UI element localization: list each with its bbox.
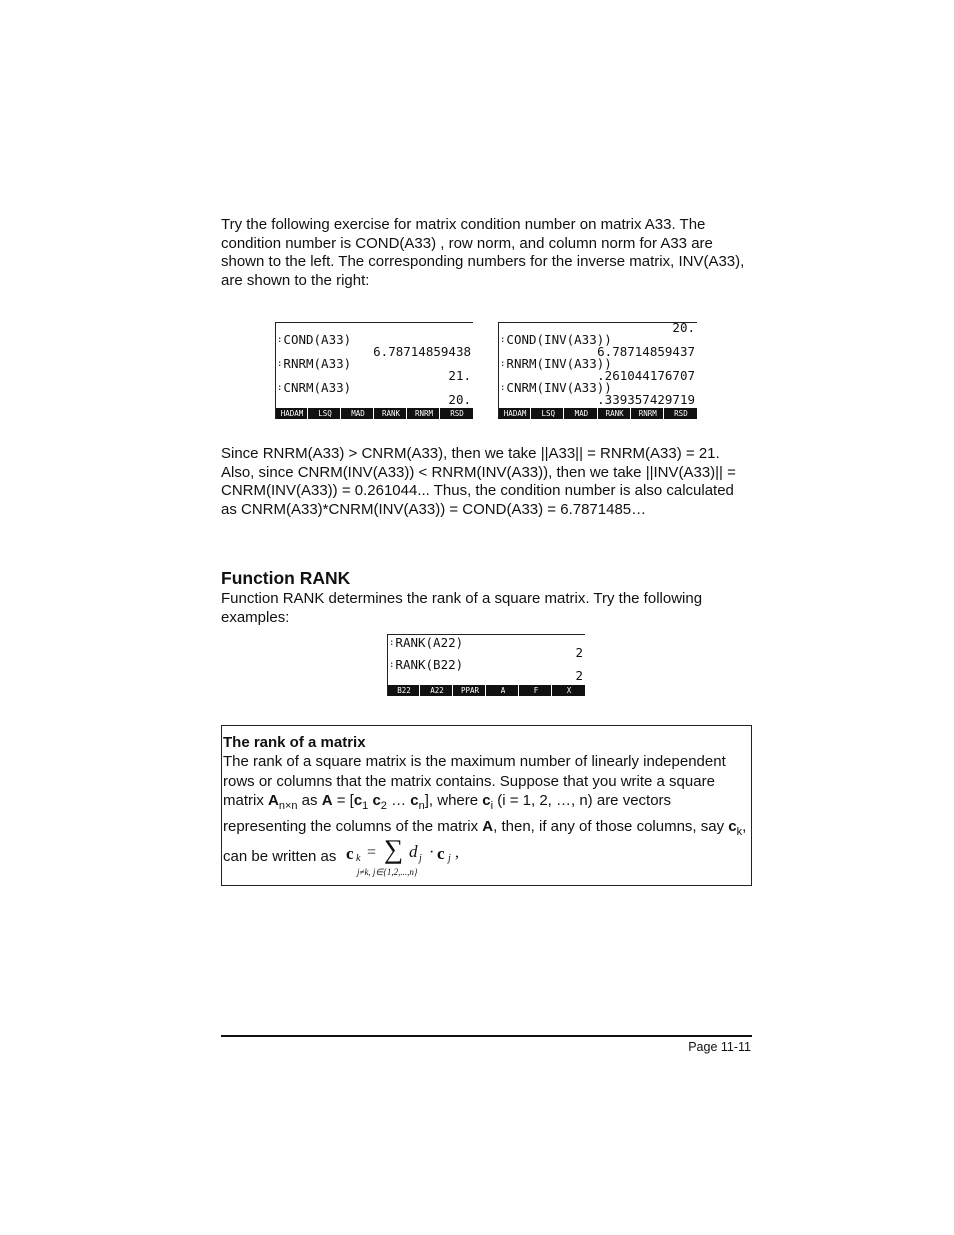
screen-line-text: COND(A33) xyxy=(283,332,352,347)
screen-line-text: CNRM(A33) xyxy=(283,380,352,395)
screen-line-text: COND(INV(A33)) xyxy=(506,332,612,347)
screen-line xyxy=(597,344,695,360)
footer-rule xyxy=(221,1035,752,1037)
softkey[interactable]: RNRM xyxy=(633,408,664,419)
screen-line xyxy=(597,368,695,384)
screen-line-text: 6.78714859438 xyxy=(373,344,471,359)
can-be-written-label: can be written as xyxy=(223,848,337,865)
softkey[interactable]: LSQ xyxy=(533,408,564,419)
softkey[interactable]: RANK xyxy=(376,408,407,419)
rank-intro-paragraph: Function RANK determines the rank of a square matrix. Try the following examples: xyxy=(221,590,703,626)
box-title: The rank of a matrix xyxy=(223,734,366,751)
section-heading: Function RANK xyxy=(221,568,351,588)
softkey-bar xyxy=(499,408,697,419)
softkey-bar xyxy=(388,685,585,696)
softkey[interactable]: B22 xyxy=(389,685,420,696)
screen-line: :RNRM(INV(A33)) xyxy=(500,356,612,371)
screen-line-text: CNRM(INV(A33)) xyxy=(506,380,612,395)
softkey[interactable]: X xyxy=(554,685,584,696)
screen-line-text: 6.78714859437 xyxy=(597,344,695,359)
screen-line: :CNRM(INV(A33)) xyxy=(500,380,612,395)
screen-line-text: 21. xyxy=(448,368,471,383)
screen-line-text: 20. xyxy=(448,392,471,407)
calculator-screen-cond xyxy=(275,322,473,419)
softkey[interactable]: HADAM xyxy=(277,408,308,419)
screen-line xyxy=(575,645,583,661)
screen-line-text: RANK(B22) xyxy=(395,657,464,672)
screen-line: :RNRM(A33) xyxy=(277,356,352,371)
screen-line xyxy=(373,344,471,360)
explanation-paragraph: Since RNRM(A33) > CNRM(A33), then we take ||A33|| = RNRM(A33) = 21. Also, since CNRM(INV(A33)) < RNRM(INV(A33)), then we take ||INV(A33)|| = CNRM(INV(A33)) = 0.261044... Thus, the condition number is also calculated as CNRM(A33)*CNRM(INV(A33)) = COND(A33) = 6.7871485… xyxy=(221,445,736,518)
screen-line xyxy=(672,322,695,336)
softkey[interactable]: RSD xyxy=(442,408,472,419)
screen-line xyxy=(448,368,471,384)
softkey[interactable]: HADAM xyxy=(500,408,531,419)
intro-paragraph: Try the following exercise for matrix condition number on matrix A33. The condition number is COND(A33) , row norm, and column norm for A33 are shown to the left. The corresponding numbers for the inverse matrix, INV(A33), are shown to the right: xyxy=(221,216,745,289)
screen-line xyxy=(597,392,695,408)
softkey[interactable]: MAD xyxy=(343,408,374,419)
page-number: Page 11-11 xyxy=(688,1040,751,1054)
rank-definition-box xyxy=(221,725,752,886)
softkey[interactable]: RANK xyxy=(600,408,631,419)
linear-combination-formula: c k = ∑ d j · c j , j≠k, j∈{1,2,...,n} xyxy=(346,834,459,877)
screen-line-text: 2 xyxy=(575,668,583,683)
softkey[interactable]: MAD xyxy=(566,408,597,419)
screen-line: :RANK(B22) xyxy=(389,657,464,672)
box-body: The rank of a square matrix is the maximum number of linearly independent rows or columns that the matrix contains. Suppose that you write a square matrix $A_{n\times n}$ as $A = [c_1$ $c_2$ … $c_n$], where $c_i$ (i = 1, 2, …, n) are vectors representing the columns of the matrix A, then, if any of those columns, say $c_k$, xyxy=(223,753,747,838)
softkey[interactable]: RNRM xyxy=(409,408,440,419)
screen-line: :COND(A33) xyxy=(277,332,352,347)
screen-line-text: RANK(A22) xyxy=(395,635,464,650)
softkey[interactable]: RSD xyxy=(666,408,696,419)
screen-line-text: 2 xyxy=(575,645,583,660)
calculator-screen-cond-inverse xyxy=(498,322,697,419)
screen-line-text: .261044176707 xyxy=(597,368,695,383)
screen-line-text: RNRM(INV(A33)) xyxy=(506,356,612,371)
softkey[interactable]: PPAR xyxy=(455,685,486,696)
screen-line: :CNRM(A33) xyxy=(277,380,352,395)
screen-line-text: .339357429719 xyxy=(597,392,695,407)
softkey[interactable]: A xyxy=(488,685,519,696)
screen-line xyxy=(575,668,583,684)
softkey[interactable]: LSQ xyxy=(310,408,341,419)
calculator-screen-rank xyxy=(387,634,585,696)
screen-line: :COND(INV(A33)) xyxy=(500,332,612,347)
screen-line-text: RNRM(A33) xyxy=(283,356,352,371)
softkey[interactable]: F xyxy=(521,685,552,696)
softkey[interactable]: A22 xyxy=(422,685,453,696)
screen-line: :RANK(A22) xyxy=(389,635,464,650)
screen-line xyxy=(448,392,471,408)
softkey-bar xyxy=(276,408,473,419)
screen-line-text: 20. xyxy=(672,322,695,335)
